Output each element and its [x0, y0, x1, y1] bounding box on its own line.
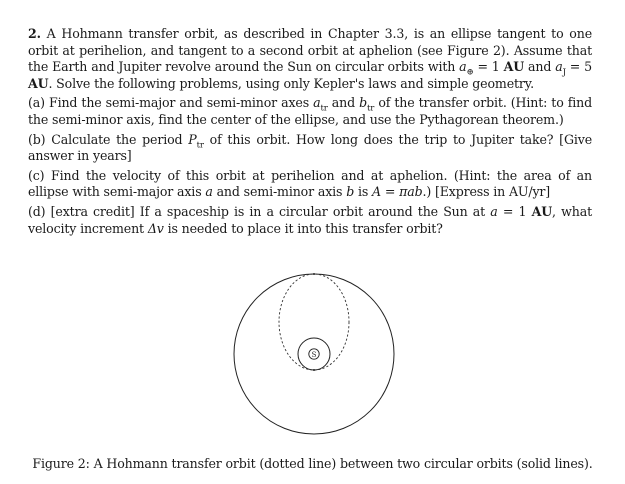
- intro-and: and: [524, 59, 556, 75]
- part-d-symbol: a: [490, 203, 498, 219]
- part-c-text-1: (c) Find the velocity of this orbit at perihelion and at aphelion. (Hint: the area of an ellipse with semi-major axis: [28, 167, 592, 200]
- problem-text: [28, 26, 592, 240]
- intro-text-2: . Solve the following problems, using only Kepler's laws and simple geometry.: [48, 75, 534, 91]
- part-d-unit: AU: [531, 203, 553, 219]
- orbit-diagram: [232, 272, 396, 436]
- part-a-symbol-b: b: [359, 95, 368, 111]
- problem-number: 2.: [28, 26, 41, 41]
- part-a-and: and: [327, 95, 360, 111]
- jupiter-axis-equals: = 5: [565, 59, 593, 75]
- intro-text-1: A Hohmann transfer orbit, as described in Chapter 3.3, is an ellipse tangent to one orbit at perihelion, and tangent to a second orbit at aphelion (see Figure 2). Assume that the Earth and Jupiter revolve around the Sun on circular orbits with: [28, 26, 592, 75]
- part-d-text-3: is needed to place it into this transfer orbit?: [163, 220, 443, 236]
- part-a-symbol-a: a: [313, 95, 321, 111]
- part-c-symbol-a: a: [205, 184, 213, 200]
- earth-axis-unit: AU: [503, 59, 525, 75]
- part-b: [28, 132, 592, 165]
- jupiter-axis-symbol: a: [555, 59, 563, 75]
- sun-label: S: [311, 351, 317, 359]
- delta-v-symbol: Δv: [147, 220, 164, 236]
- part-c-text-3: is: [354, 184, 373, 200]
- part-b-symbol: P: [188, 131, 197, 147]
- jupiter-axis-unit: AU: [28, 75, 49, 91]
- figure-caption: Figure 2: A Hohmann transfer orbit (dotted line) between two circular orbits (solid lines).: [32, 456, 593, 471]
- earth-axis-equals: = 1: [473, 59, 504, 75]
- part-d-text-2: , what velocity increment: [28, 203, 592, 236]
- part-c-text-4: .) [Express in AU/yr]: [422, 184, 551, 200]
- part-b-text-2: of this orbit. How long does the trip to Jupiter take? [Give answer in years]: [28, 131, 592, 164]
- earth-axis-subscript: ⊕: [466, 67, 474, 78]
- part-b-subscript: tr: [196, 140, 204, 151]
- part-c-symbol-b: b: [346, 184, 355, 200]
- part-a-subscript-b: tr: [367, 103, 375, 114]
- part-d-text-1: (d) [extra credit] If a spaceship is in a circular orbit around the Sun at: [28, 203, 491, 219]
- part-a-subscript-a: tr: [320, 103, 328, 114]
- part-a: [28, 95, 592, 128]
- perihelion-point: [313, 369, 315, 371]
- part-d: [28, 204, 592, 237]
- area-formula: A = πab: [372, 184, 423, 200]
- part-c: [28, 168, 592, 201]
- part-a-text-2: of the transfer orbit. (Hint: to find the semi-minor axis, find the center of the ellipse, and use the Pythagorean theorem.): [28, 95, 592, 127]
- earth-axis-symbol: a: [459, 59, 467, 75]
- jupiter-axis-subscript: J: [562, 67, 566, 78]
- part-a-text-1: (a) Find the semi-major and semi-minor axes: [28, 95, 314, 111]
- problem-intro: [28, 26, 592, 92]
- part-d-equals: = 1: [497, 203, 532, 219]
- aphelion-point: [313, 273, 315, 275]
- part-c-text-2: and semi-minor axis: [212, 184, 347, 200]
- hohmann-figure: [232, 272, 396, 436]
- part-b-text-1: (b) Calculate the period: [28, 131, 189, 147]
